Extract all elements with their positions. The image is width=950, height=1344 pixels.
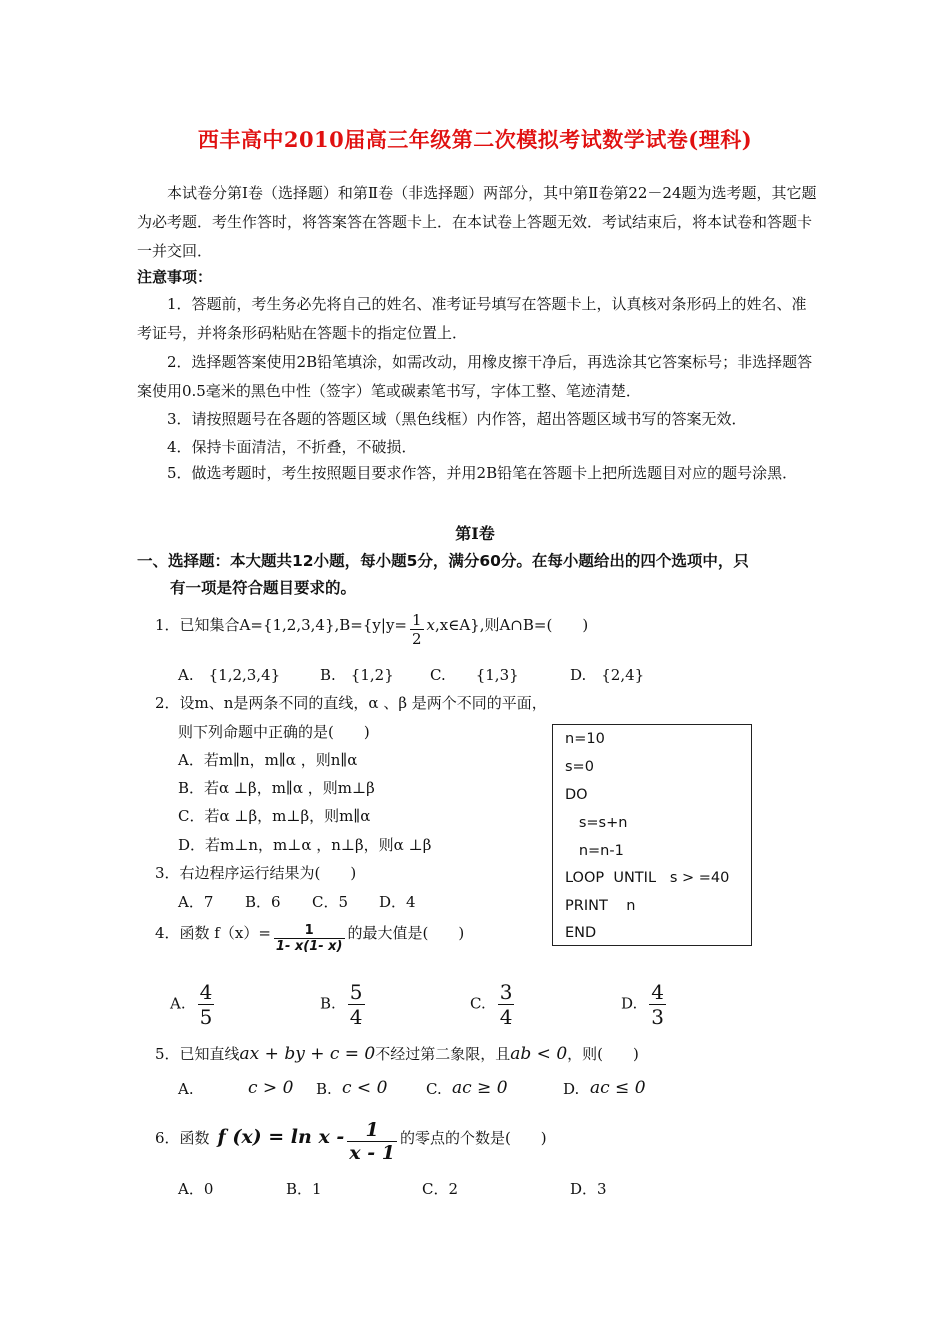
question-4 [155,922,464,954]
notes-heading: 注意事项： [137,268,213,286]
section-heading-line1: 一、选择题：本大题共12小题，每小题5分，满分60分。在每小题给出的四个选项中，只 [137,552,749,570]
q3-option-c: C．5 [312,893,349,911]
code-line: s=0 [565,759,594,775]
q4-option-den: 3 [651,1005,664,1029]
code-line: LOOP UNTIL s > =40 [565,870,730,886]
q6-option-b: B．1 [286,1180,322,1198]
q4-option-c [470,980,517,1029]
question-6 [155,1119,547,1164]
q6-option-d: D．3 [570,1180,607,1198]
note-4: 4．保持卡面清洁，不折叠，不破损． [167,438,417,456]
q5-option-a: c > 0 [248,1078,294,1098]
q2-line1: 2．设m、n是两条不同的直线，α 、β 是两个不同的平面， [155,694,547,712]
q4-option-num: 3 [499,980,513,1004]
q4-option-label: D. [621,994,638,1013]
q1-prefix: 1．已知集合A={1,2,3,4},B={y|y= [155,616,407,634]
q6-fraction [347,1119,397,1164]
q3-option-d: D．4 [379,893,416,911]
q4-option-label: B. [320,994,336,1013]
q2-line2: 则下列命题中正确的是( ) [178,723,370,741]
q4-option-label: A. [170,994,186,1013]
note-5: 5．做选考题时，考生按照题目要求作答，并用2B铅笔在答题卡上把所选题目对应的题号涂黑． [167,464,798,482]
q6-option-c: C．2 [422,1180,459,1198]
part-title: 第Ⅰ卷 [455,524,495,543]
q6-equation: f (x) = ln x - [217,1126,345,1148]
question-3: 3．右边程序运行结果为( ) [155,864,357,882]
note-3: 3．请按照题号在各题的答题区域（黑色线框）内作答，超出答题区域书写的答案无效． [167,410,747,428]
q4-option-b [320,980,368,1029]
q1-fraction [410,611,424,648]
q4-option-num: 4 [651,980,664,1004]
q4-option-d [621,980,669,1029]
q5-option-b: c < 0 [342,1078,388,1098]
code-line: PRINT n [565,898,636,914]
q6-den: x - 1 [349,1142,395,1164]
code-line: DO [565,787,588,803]
q1-option-c: C. {1,3} [430,666,519,684]
q5-equation: ax + by + c = 0 [239,1044,376,1064]
q1-option-d: D. {2,4} [570,666,645,684]
q5-option-label-d: D. [563,1080,580,1098]
note-2: 2．选择题答案使用2B铅笔填涂，如需改动，用橡皮擦干净后，再选涂其它答案标号；非选择题答案使用0.5毫米的黑色中性（签字）笔或碳素笔书写，字体工整、笔迹清楚． [137,353,813,400]
q1-den: 2 [411,630,422,648]
q5-suffix: ，则( ) [567,1045,639,1063]
program-code-box [552,724,752,946]
q1-option-b: B. {1,2} [320,666,394,684]
q5-option-label-c: C. [426,1080,442,1098]
code-line: n=10 [565,731,605,747]
q4-prefix: 4．函数 f（x）= [155,924,271,942]
q5-option-label-a: A. [178,1080,194,1098]
q5-condition: ab < 0 [510,1044,568,1064]
q3-option-a: A．7 [178,893,214,911]
code-line: END [565,925,597,941]
q4-num: 1 [304,923,314,938]
q5-option-c: ac ≥ 0 [452,1078,508,1098]
q5-option-d: ac ≤ 0 [590,1078,646,1098]
q4-option-a [170,980,217,1029]
q4-suffix: 的最大值是( ) [347,924,465,942]
q4-option-fraction [198,980,215,1029]
code-line: s=s+n [565,815,628,831]
note-1: 1．答题前，考生务必先将自己的姓名、准考证号填写在答题卡上，认真核对条形码上的姓名、准考证号，并将条形码粘贴在答题卡的指定位置上． [137,295,807,342]
q4-option-den: 4 [499,1005,513,1029]
q2-option-c: C．若α ⊥β，m⊥β，则m∥α [178,807,371,825]
q4-option-den: 4 [349,1005,363,1029]
q4-den: 1- x(1- x) [275,939,343,954]
section-heading-line2: 有一项是符合题目要求的。 [170,579,357,597]
q2-option-b: B．若α ⊥β，m∥α ，则m⊥β [178,779,375,797]
q6-prefix: 6．函数 [155,1129,210,1147]
question-5 [155,1043,639,1064]
q3-option-b: B．6 [245,893,281,911]
q4-option-num: 5 [349,980,363,1004]
q6-num: 1 [365,1119,379,1141]
q2-option-a: A．若m∥n，m∥α ，则n∥α [178,751,358,769]
q1-var: x [426,616,435,634]
q1-num: 1 [411,611,422,629]
q4-option-den: 5 [199,1005,213,1029]
question-1 [155,611,588,648]
q4-option-label: C. [470,994,486,1013]
q1-option-a: A. {1,2,3,4} [178,666,281,684]
q6-suffix: 的零点的个数是( ) [399,1129,547,1147]
q4-option-num: 4 [199,980,213,1004]
q5-prefix: 5．已知直线 [155,1045,240,1063]
exam-title: 西丰高中2010届高三年级第二次模拟考试数学试卷(理科) [197,127,753,152]
q2-option-d: D．若m⊥n，m⊥α ，n⊥β，则α ⊥β [178,836,432,854]
q5-middle: 不经过第二象限，且 [375,1045,511,1063]
q4-option-fraction [498,980,515,1029]
q5-option-label-b: B. [316,1080,332,1098]
q1-suffix: ,x∈A},则A∩B=( ) [435,616,589,634]
intro-paragraph: 本试卷分第Ⅰ卷（选择题）和第Ⅱ卷（非选择题）两部分，其中第Ⅱ卷第22－24题为选考题，其它题为必考题．考生作答时，将答案答在答题卡上．在本试卷上答题无效．考试结束后，将本试卷和答题卡一并交回． [137,184,817,260]
q4-option-fraction [348,980,365,1029]
q6-option-a: A．0 [178,1180,214,1198]
q4-fraction [274,923,345,954]
q4-option-fraction [649,980,666,1029]
code-line: n=n-1 [565,843,624,859]
